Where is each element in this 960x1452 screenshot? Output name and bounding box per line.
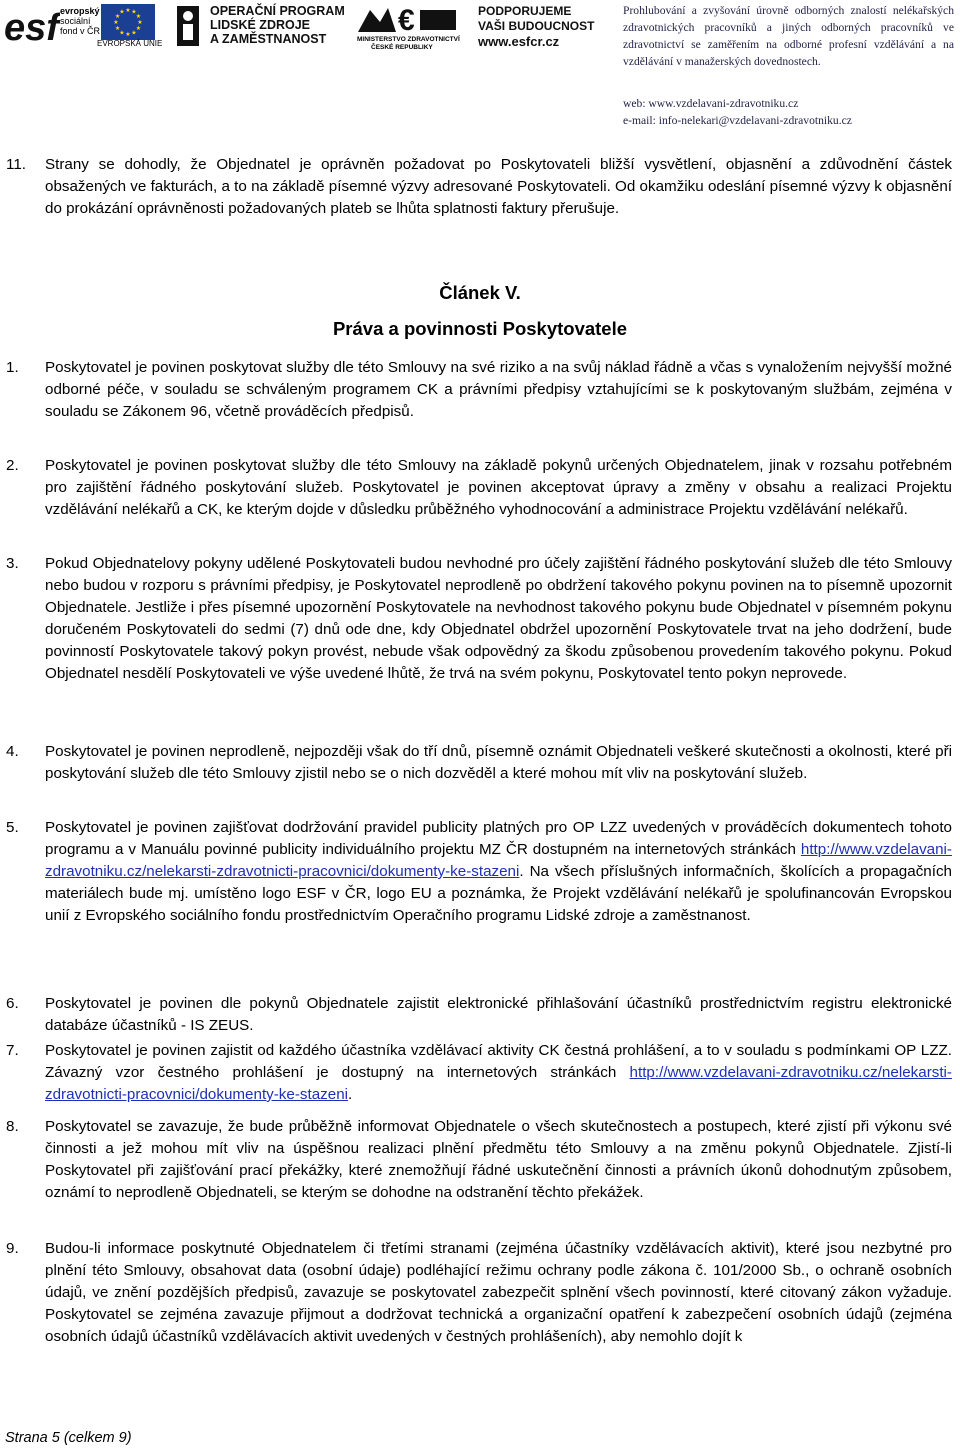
eu-flag-logo (101, 4, 155, 40)
item-text-3: Pokud Objednatelovy pokyny udělené Poskytovateli budou nevhodné pro účely zajištění řádného poskytování služeb dle této Smlouvy nebo budou v rozporu s právními předpisy, je Poskytovatel neprodleně po obdržení takového pokynu povinen na to písemně upozornit Objednatele. Jestliže i přes písemné upozornění Poskytovatele na nevhodnost takového pokynu bude Objednatel v písemném pokynu doručeném Poskytovateli do sedmi (7) dnů ode dne, kdy Objednatel obdržel upozornění Poskytovatele trvat na jeho dodržení, bude povinností Poskytovatele takový pokyn provést, nebude však odpovědný za škodu způsobenou provedením takového pokynu. Pokud Objednatel nesdělí Poskytovateli ve výše uvedené lhůtě, že trvá na svém pokynu, Poskytovatel tento pokyn neprovede. (45, 555, 952, 682)
item-number-7: 7. (6, 1042, 19, 1059)
svg-text:★: ★ (125, 31, 131, 38)
ministry-caption: MINISTERSTVO ZDRAVOTNICTVÍ ČESKÉ REPUBLIKY (357, 36, 460, 51)
svg-text:★: ★ (125, 7, 131, 14)
item-number-2: 2. (6, 457, 19, 474)
svg-text:★: ★ (135, 25, 142, 32)
svg-text:★: ★ (119, 8, 125, 16)
svg-text:★: ★ (114, 13, 121, 20)
intro-number: 11. (6, 156, 26, 173)
email-address: e-mail: info-nelekari@vzdelavani-zdravotniku.cz (623, 114, 852, 127)
declaration-template-link[interactable]: http://www.vzdelavani-zdravotniku.cz/nelekarsti-zdravotnicti-pracovnici/dokumenty-ke-stazeni (45, 1064, 952, 1103)
article-title: Článek V. (439, 282, 521, 303)
contact-block (623, 95, 852, 129)
item-text-1: Poskytovatel je povinen poskytovat služby dle této Smlouvy na své riziko a na svůj náklad řádně a včas s vynaložením nejvyšší možné odborné péče, v souladu se schváleným programem CK a právními předpisy vztahujícími se k poskytovaným službám, zejména v souladu se Zákonem 96, včetně prováděcích předpisů. (45, 359, 952, 420)
web-address: web: www.vzdelavani-zdravotniku.cz (623, 97, 799, 110)
svg-text:esf: esf (4, 7, 59, 46)
item-text-9: Budou-li informace poskytnuté Objednatelem či třetími stranami (zejména účastníky vzdělávacích aktivit), které jsou nezbytné pro plnění této Smlouvy, obsahovat data (osobní údaje) podléhající režimu ochrany podle zákona č. 101/2000 Sb., o ochraně osobních údajů, ve znění pozdějších předpisů, zavazuje se poskytovatel zabezpečit splnění všech povinností, které citovaný zákon vyžaduje. Poskytovatel se zejména zavazuje přijmout a dodržovat technická a organizační opatření k zabezpečení osobních údajů (zejména osobních údajů účastníků vzdělávacích aktivit uvedených v čestných prohlášeních), aby nemohlo dojít k (45, 1240, 952, 1345)
item-number-6: 6. (6, 995, 19, 1012)
svg-text:★: ★ (119, 29, 125, 37)
svg-text:★: ★ (131, 8, 137, 16)
item-number-5: 5. (6, 819, 19, 836)
item-number-9: 9. (6, 1240, 19, 1257)
item-text-7: Poskytovatel je povinen zajistit od každého účastníka vzdělávací aktivity CK čestná prohlášení, a to v souladu s podmínkami OP LZZ. Závazný vzor čestného prohlášení je dostupný na internetových stránkách http://www.vzdelavani-zdravotniku.cz/nelekarsti-zdravotnicti-pracovnici/dokumenty-ke-stazeni. (45, 1042, 952, 1103)
item-text-4: Poskytovatel je povinen neprodleně, nejpozději však do tří dnů, písemně oznámit Objednateli veškeré skutečnosti a okolnosti, které při poskytování služeb dle této Smlouvy zjistil nebo se o nich dozvěděl a které mohou mít vliv na poskytování služeb. (45, 743, 952, 782)
podporujeme-logo-text: PODPORUJEME VAŠI BUDOUCNOST www.esfcr.cz (478, 4, 595, 49)
svg-text:★: ★ (135, 13, 142, 20)
item-number-1: 1. (6, 359, 19, 376)
item-number-3: 3. (6, 555, 19, 572)
article-subtitle: Práva a povinnosti Poskytovatele (332, 318, 628, 339)
publicity-manual-link[interactable]: http://www.vzdelavani-zdravotniku.cz/nelekarsti-zdravotnicti-pracovnici/dokumenty-ke-stazeni (45, 841, 952, 880)
eu-caption: EVROPSKÁ UNIE (97, 39, 163, 48)
svg-text:€: € (398, 4, 415, 34)
svg-text:★: ★ (137, 19, 143, 26)
item-text-5: Poskytovatel je povinen zajišťovat dodržování pravidel publicity platných pro OP LZZ uvedených v prováděcích dokumentech tohoto programu a v Manuálu povinné publicity individuálního projektu MZ ČR dostupném na internetových stránkách http://www.vzdelavani-zdravotniku.cz/nelekarsti-zdravotnicti-pracovnici/dokumenty-ke-stazeni. Na všech příslušných informačních, školících a propagačních materiálech bude mj. umístěno logo ESF v ČR, logo EU a poznámka, že Projekt vzdělávání nelékařů je spolufinancován Evropskou unií z Evropského sociálního fondu prostřednictvím Operačního programu Lidské zdroje a zaměstnanost. (45, 819, 952, 924)
ministry-logo-mark (358, 4, 458, 34)
page-footer: Strana 5 (celkem 9) (5, 1430, 132, 1446)
item-number-8: 8. (6, 1118, 19, 1135)
intro-paragraph: Strany se dohodly, že Objednatel je oprávněn požadovat po Poskytovateli bližší vysvětlení, objasnění a zdůvodnění částek obsažených ve fakturách, a to na základě písemné výzvy adresované Poskytovateli. Od okamžiku odeslání písemné výzvy k objasnění do prokázání oprávněnosti požadovaných plateb se lhůta splatnosti faktury přerušuje. (45, 156, 952, 217)
item-text-6: Poskytovatel je povinen dle pokynů Objednatele zajistit elektronické přihlašování účastníků prostřednictvím registru elektronické databáze účastníků - IS ZEUS. (45, 995, 952, 1034)
item-number-4: 4. (6, 743, 19, 760)
item-text-8: Poskytovatel se zavazuje, že bude průběžně informovat Objednatele o všech skutečnostech a postupech, které zjistí při výkonu své činnosti a jež mohou mít vliv na úspěšnou realizaci plnění předmětu této Smlouvy a na změnu pokynů Objednatele. Zjistí-li Poskytovatel při zajišťování prací překážky, které znemožňují řádné uskutečnění činnosti a právních úkonů dohodnutým způsobem, oznámí to neprodleně Objednateli, se kterým se dohodne na odstranění těchto překážek. (45, 1118, 952, 1201)
project-description: Prohlubování a zvyšování úrovně odborných znalostí nelékařských zdravotnických pracovníků a jiných odborných pracovníků ve zdravotnictví se zaměřením na odborné profesní vzdělávání a na vzdělávání v manažerských dovednostech. (623, 4, 954, 68)
item-text-2: Poskytovatel je povinen poskytovat služby dle této Smlouvy na základě pokynů určených Objednatelem, jinak v rozsahu potřebném pro zajištění řádného poskytování služeb. Poskytovatel je povinen akceptovat úpravy a změny v obsahu a realizaci Projektu vzdělávání nelékařů a CK, ke kterým dojde v důsledku průběžného vyhodnocování a administrace Projektu vzdělávání nelékařů. (45, 457, 952, 518)
oplzz-logo-text: OPERAČNÍ PROGRAM LIDSKÉ ZDROJE A ZAMĚSTNANOST (210, 4, 345, 46)
svg-text:★: ★ (113, 19, 119, 26)
esf-caption: evropský sociální fond v ČR (60, 6, 101, 36)
oplzz-logo-mark (175, 4, 201, 48)
svg-text:★: ★ (114, 25, 121, 32)
esf-logo (4, 6, 60, 46)
svg-text:★: ★ (131, 29, 137, 37)
